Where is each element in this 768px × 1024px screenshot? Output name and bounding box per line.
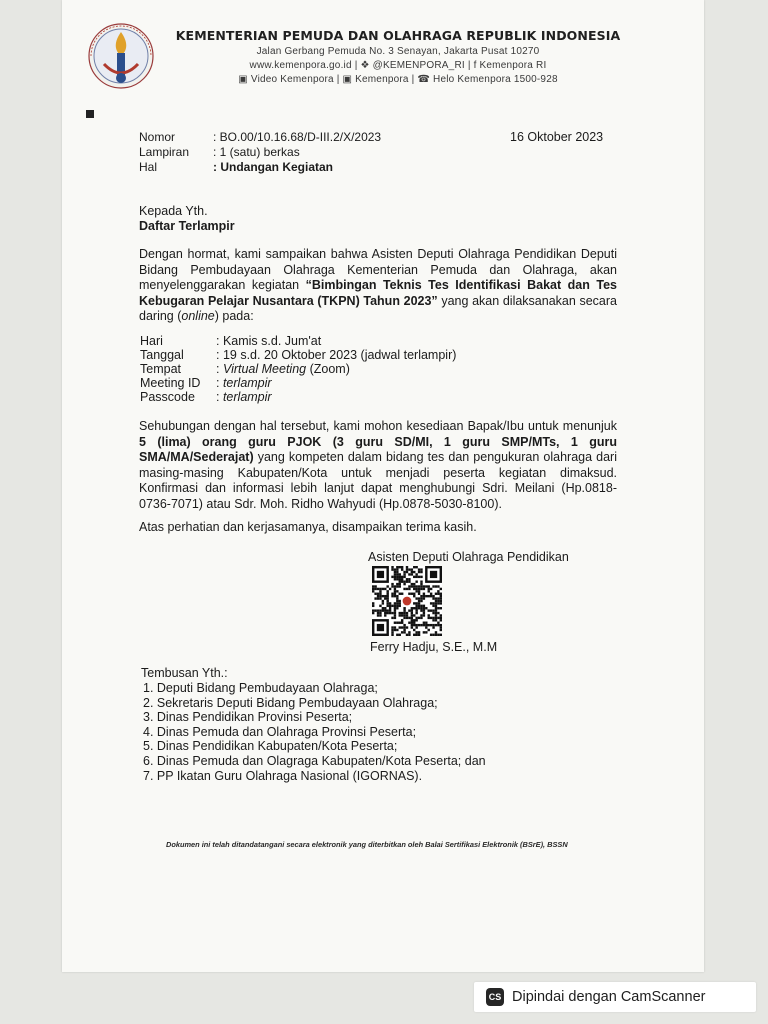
nomor-label: Nomor (139, 130, 176, 144)
meeting-colon: : (216, 376, 223, 390)
e-signature-footnote: Dokumen ini telah ditandatangani secara elektronik yang diterbitkan oleh Balai Sertifikasi Elektronik (BSrE), BSSN (166, 840, 568, 849)
letterhead (168, 28, 628, 85)
camscanner-label: Dipindai dengan CamScanner (512, 989, 706, 1005)
qr-code-signature (372, 566, 442, 636)
meeting-id-text: terlampir (222, 376, 272, 390)
cc-item: 4. Dinas Pemuda dan Olahraga Provinsi Peserta; (143, 724, 417, 739)
intro-paragraph (139, 247, 617, 325)
hal-label: Hal (139, 160, 158, 174)
nomor-value: : BO.00/10.16.68/D-III.2/X/2023 (213, 130, 382, 144)
letter-date: 16 Oktober 2023 (510, 130, 604, 144)
teacher-requirement: 5 (lima) orang guru PJOK (3 guru SD/MI, 1 guru SMP/MTs, 1 guru SMA/MA/Sederajat) (139, 434, 617, 464)
cc-item: 1. Deputi Bidang Pembudayaan Olahraga; (143, 681, 378, 695)
event-name: “Bimbingan Teknis Tes Identifikasi Bakat dan Tes Kebugaran Pelajar Nusantara (TKPN) Tahun 2023” (139, 278, 617, 308)
intro-text-3: ) pada: (214, 309, 254, 323)
cc-list (143, 681, 486, 783)
cc-title: Tembusan Yth.: (141, 666, 228, 680)
signer-name: Ferry Hadju, S.E., M.M (370, 640, 498, 654)
intro-text-2: yang akan dilaksanakan secara daring ( (139, 293, 617, 323)
tempat-zoom: (Zoom) (306, 362, 350, 376)
online-word: online (181, 309, 215, 323)
tanggal-label: Tanggal (140, 348, 184, 362)
ministry-address: Jalan Gerbang Pemuda No. 3 Senayan, Jakarta Pusat 10270 (256, 46, 540, 57)
request-text-2: yang kompeten dalam bidang tes dan pengukuran olahraga dari masing-masing Kabupaten/Kota untuk menjadi peserta kegiatan dimaksud. Konfirmasi dan informasi lebih lanjut dapat menghubungi Sdri. Meilani (Hp.0818-0736-7071) atau Sdr. Moh. Ridho Wahyudi (Hp.0878-5030-8100). (139, 450, 617, 511)
hari-value: : Kamis s.d. Jum'at (216, 334, 322, 348)
recipient-name: Daftar Terlampir (139, 219, 235, 233)
tempat-virtual: Virtual Meeting (222, 362, 307, 376)
lampiran-value: : 1 (satu) berkas (213, 145, 300, 159)
tanggal-value: : 19 s.d. 20 Oktober 2023 (jadwal terlampir) (216, 348, 457, 362)
cc-item: 7. PP Ikatan Guru Olahraga Nasional (IGORNAS). (143, 768, 423, 783)
hal-value: : Undangan Kegiatan (213, 160, 334, 174)
kemenpora-logo (86, 20, 156, 96)
salutation: Kepada Yth. (139, 204, 208, 218)
cc-item: 6. Dinas Pemuda dan Olagraga Kabupaten/Kota Peserta; dan (143, 753, 486, 768)
meeting-id-value (216, 376, 272, 390)
request-text-1: Sehubungan dengan hal tersebut, kami mohon kesediaan Bapak/Ibu untuk menunjuk (139, 419, 617, 433)
passcode-text: terlampir (222, 390, 272, 404)
ministry-video-contact: ▣ Video Kemenpora | ▣ Kemenpora | ☎ Helo Kemenpora 1500-928 (238, 74, 558, 85)
camscanner-badge (474, 982, 756, 1012)
ministry-web-social: www.kemenpora.go.id | ❖ @KEMENPORA_RI | f Kemenpora RI (249, 60, 547, 71)
signer-title: Asisten Deputi Olahraga Pendidikan (368, 550, 569, 564)
passcode-value (216, 390, 272, 404)
scan-mark (86, 110, 94, 118)
intro-text-1: Dengan hormat, kami sampaikan bahwa Asisten Deputi Olahraga Pendidikan Deputi Bidang Pembudayaan Olahraga Kementerian Pemuda dan Olahraga, akan menyelenggarakan kegiatan (139, 247, 617, 292)
lampiran-label: Lampiran (139, 145, 190, 159)
passcode-label: Passcode (140, 390, 195, 404)
tempat-colon: : (216, 362, 223, 376)
cc-item: 5. Dinas Pendidikan Kabupaten/Kota Peserta; (143, 739, 398, 754)
hari-label: Hari (140, 334, 163, 348)
camscanner-logo-icon: CS (486, 988, 504, 1006)
passcode-colon: : (216, 390, 223, 404)
closing-sentence: Atas perhatian dan kerjasamanya, disampaikan terima kasih. (139, 520, 477, 534)
cc-item: 2. Sekretaris Deputi Bidang Pembudayaan Olahraga; (143, 695, 438, 710)
ministry-name: KEMENTERIAN PEMUDA DAN OLAHRAGA REPUBLIK INDONESIA (175, 28, 621, 43)
tempat-label: Tempat (140, 362, 181, 376)
tempat-value (216, 362, 350, 376)
request-paragraph (139, 419, 617, 512)
meeting-id-label: Meeting ID (140, 376, 201, 390)
cc-item: 3. Dinas Pendidikan Provinsi Peserta; (143, 710, 353, 725)
